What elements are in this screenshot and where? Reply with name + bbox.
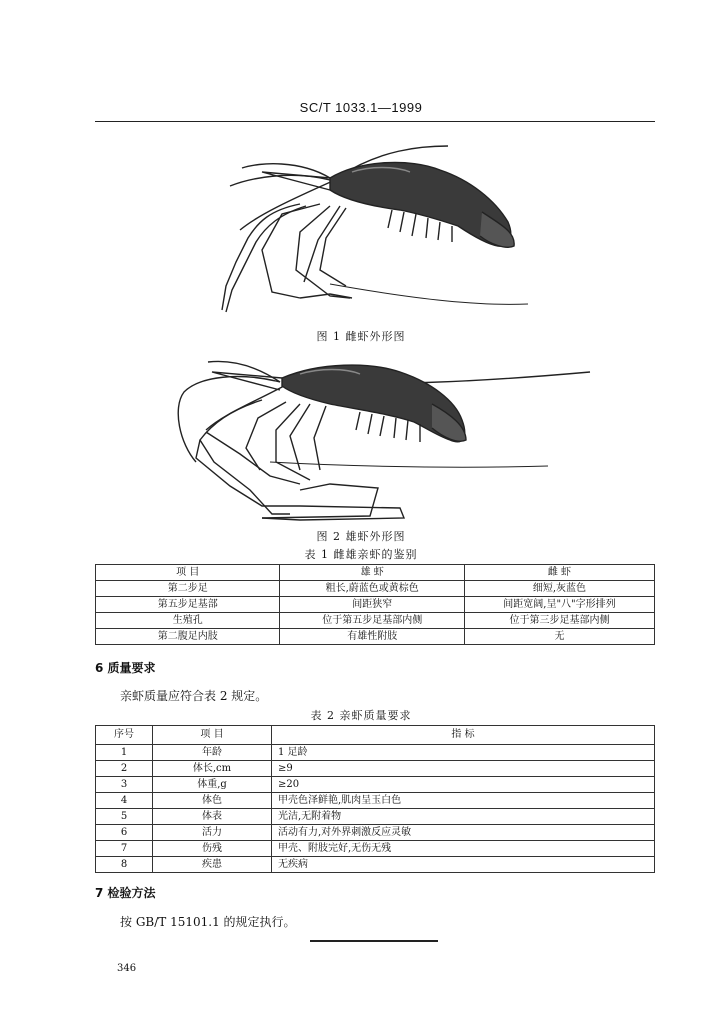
section-7-title: 7 检验方法 — [95, 886, 156, 900]
table-cell: 生殖孔 — [96, 613, 280, 629]
table-cell: 年龄 — [153, 745, 272, 761]
section-6-text: 亲虾质量应符合表 2 规定。 — [120, 689, 268, 703]
end-rule — [310, 940, 438, 942]
table-cell: 粗长,蔚蓝色或黄棕色 — [280, 581, 464, 597]
section-6-title: 6 质量要求 — [95, 661, 156, 675]
table-row — [96, 745, 655, 761]
table-row — [96, 761, 655, 777]
table-cell: 位于第三步足基部内侧 — [464, 613, 654, 629]
column-header: 指 标 — [272, 726, 655, 745]
table-cell: 3 — [96, 777, 153, 793]
table-cell: 1 足龄 — [272, 745, 655, 761]
page-number: 346 — [117, 963, 137, 974]
table-row — [96, 613, 655, 629]
table-cell: 间距狭窄 — [280, 597, 464, 613]
table-cell: 1 — [96, 745, 153, 761]
figure-2-caption: 图 2 雄虾外形图 — [316, 530, 406, 543]
table-cell: 第二腹足内肢 — [96, 629, 280, 645]
table-cell: 第二步足 — [96, 581, 280, 597]
table-row — [96, 629, 655, 645]
table-header-row — [96, 565, 655, 581]
table-cell: 6 — [96, 825, 153, 841]
table-cell: 5 — [96, 809, 153, 825]
standard-code: SC/T 1033.1—1999 — [299, 100, 423, 115]
table-cell: 无 — [464, 629, 654, 645]
figure-1-caption: 图 1 雌虾外形图 — [316, 330, 406, 343]
table-cell: 活力 — [153, 825, 272, 841]
table-row — [96, 809, 655, 825]
table-2 — [95, 725, 655, 873]
table-cell: 疾患 — [153, 857, 272, 873]
table-row — [96, 581, 655, 597]
table-cell: 有雄性附肢 — [280, 629, 464, 645]
table-cell: 伤残 — [153, 841, 272, 857]
table-cell: ≥20 — [272, 777, 655, 793]
table-cell: 7 — [96, 841, 153, 857]
table-cell: 2 — [96, 761, 153, 777]
table-row — [96, 857, 655, 873]
table-header-row — [96, 726, 655, 745]
column-header: 项 目 — [153, 726, 272, 745]
table-row — [96, 841, 655, 857]
table-cell: 体长,cm — [153, 761, 272, 777]
table-cell: 体表 — [153, 809, 272, 825]
column-header: 项 目 — [96, 565, 280, 581]
table-cell: 体重,g — [153, 777, 272, 793]
column-header: 雄 虾 — [280, 565, 464, 581]
table-cell: 8 — [96, 857, 153, 873]
table-row — [96, 825, 655, 841]
table-cell: 间距宽阔,呈"八"字形排列 — [464, 597, 654, 613]
table-cell: ≥9 — [272, 761, 655, 777]
table-cell: 甲壳色泽鲜艳,肌肉呈玉白色 — [272, 793, 655, 809]
table-cell: 无疾病 — [272, 857, 655, 873]
table-cell: 甲壳、附肢完好,无伤无残 — [272, 841, 655, 857]
table-cell: 细短,灰蓝色 — [464, 581, 654, 597]
table-1-caption: 表 1 雌雄亲虾的鉴别 — [304, 548, 418, 561]
table-cell: 4 — [96, 793, 153, 809]
table-cell: 光洁,无附着物 — [272, 809, 655, 825]
table-2-caption: 表 2 亲虾质量要求 — [310, 709, 412, 722]
column-header: 雌 虾 — [464, 565, 654, 581]
column-header: 序号 — [96, 726, 153, 745]
table-cell: 位于第五步足基部内侧 — [280, 613, 464, 629]
section-7-text: 按 GB/T 15101.1 的规定执行。 — [120, 915, 296, 929]
table-row — [96, 793, 655, 809]
table-cell: 体色 — [153, 793, 272, 809]
table-row — [96, 777, 655, 793]
table-1 — [95, 564, 655, 645]
table-cell: 活动有力,对外界刺激反应灵敏 — [272, 825, 655, 841]
table-row — [96, 597, 655, 613]
table-cell: 第五步足基部 — [96, 597, 280, 613]
